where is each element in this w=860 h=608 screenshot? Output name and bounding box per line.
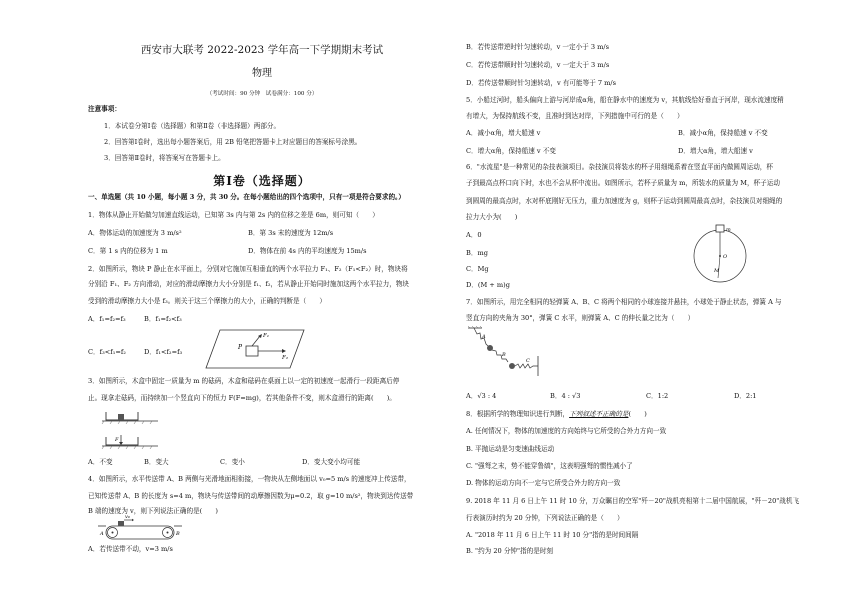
question-5-line: 5．小船过河时，船头偏向上游与河岸成α角，船在静水中的速度为 v，其航线恰好垂直于河岸，现水流速度稍 — [466, 96, 784, 104]
q8-stem-emphasis: 下列叙述不正确的是 — [569, 410, 629, 418]
q4-option-a: A．若传送带不动，v=3 m/s — [88, 545, 173, 553]
q1-option-a: A．物体运动的加速度为 3 m/s² — [88, 229, 182, 237]
q9-option-b: B. "约为 20 分钟"指的是时刻 — [466, 547, 554, 555]
q5-option-b: B．减小α角，保持船速 v 不变 — [678, 129, 768, 137]
q4-fig-label-v0: v₀ — [125, 514, 130, 520]
q6-option-b: B．mg — [466, 249, 488, 257]
q6-fig-label-o: O — [723, 254, 728, 260]
q5-option-c: C．增大α角，保持船速 v 不变 — [466, 147, 556, 155]
note-item: 3．回答第Ⅱ卷时，将答案写在答题卡上。 — [104, 154, 225, 162]
q7-figure — [468, 326, 542, 380]
q3-option-b: B．变大 — [144, 458, 169, 466]
q4-fig-label-a: A — [100, 531, 104, 537]
subject-title: 物理 — [252, 68, 272, 79]
q5-option-d: D．增大α角，增大船速 v — [678, 147, 753, 155]
question-8-stem — [466, 411, 647, 419]
q8-option-a: A. 任何情况下，物体的加速度的方向始终与它所受的合外力方向一致 — [466, 427, 667, 435]
q4-option-d: D．若传送带顺时针匀速转动，v 有可能等于 7 m/s — [466, 79, 617, 87]
question-2-line: 受到的滑动摩擦力大小是 f₃。则关于这三个摩擦力的大小，正确的判断是（ ） — [88, 297, 326, 305]
question-2-line: 分别沿 F₁、F₂ 方向滑动，对应的滑动摩擦力大小分别是 f₁、f₂，若从静止开始同时施加这两个水平拉力，物块 — [88, 280, 410, 288]
q3-figure — [102, 406, 162, 454]
q2-fig-label-p: P — [238, 344, 243, 351]
q6-option-a: A．0 — [466, 231, 482, 239]
q4-fig-label-b: B — [176, 531, 180, 537]
question-5-line: 有增大，为保持航线不变，且准时到达对岸，下列措施中可行的是（ ） — [466, 112, 684, 120]
q3-option-a: A．不变 — [88, 458, 113, 466]
q2-figure — [206, 326, 306, 372]
q3-fig-label-f: F — [115, 437, 119, 443]
q7-option-c: C．1:2 — [646, 392, 669, 400]
note-item: 2．回答第Ⅰ卷时，选出每小题答案后，用 2B 铅笔把答题卡上对应题目的答案标号涂黑。 — [104, 138, 362, 146]
question-3-line: 止。现拿走砝码，而持续加一个竖直向下的恒力 F(F=mg)，若其他条件不变，则木盒滑行的距离( )。 — [88, 394, 396, 402]
q7-option-b: B．4 : √3 — [550, 392, 581, 400]
q3-option-c: C．变小 — [220, 458, 245, 466]
q3-option-d: D．变大变小均可能 — [302, 458, 361, 466]
q2-option-d: D．f₁<f₂=f₃ — [144, 348, 183, 356]
q7-fig-label-a: A — [482, 334, 486, 340]
question-6-line: 6．"水流星"是一种常见的杂技表演项目。杂技演员将装水的杯子用细绳系着在竖直平面内做圆周运动，杯 — [466, 163, 773, 171]
q6-figure — [690, 222, 750, 288]
q4-option-c: C．若传送带顺时针匀速转动，v 一定大于 3 m/s — [466, 61, 610, 69]
notes-heading: 注意事项： — [88, 105, 121, 113]
q9-option-a: A. "2018 年 11 月 6 日上午 11 时 10 分"指的是时间间隔 — [466, 531, 639, 539]
q2-option-a: A．f₁=f₂=f₃ — [88, 315, 126, 323]
question-7-line: 竖直方向的夹角为 30°，弹簧 C 水平，则弹簧 A、C 的伸长量之比为（ ） — [466, 314, 695, 322]
question-4-line: 已知传送带 A、B 的长度为 s=4 m，物块与传送带间的动摩擦因数为μ=0.2，取 g=10 m/s²，物块到达传送带 — [88, 492, 414, 500]
exam-info: （考试时间：90 分钟 试卷满分：100 分） — [206, 91, 318, 97]
q1-option-b: B．第 3s 末的速度为 12m/s — [248, 229, 334, 237]
question-1-stem: 1．物体从静止开始做匀加速直线运动，已知第 3s 内与第 2s 内的位移之差是 6m，则可知（ ） — [88, 211, 379, 219]
exam-title: 西安市大联考 2022-2023 学年高一下学期期末考试 — [140, 44, 384, 56]
question-9-line: 9. 2018 年 11 月 6 日上午 11 时 10 分，万众瞩目的空军"歼－20"战机亮相第十二届中国航展，"歼－20"战机飞 — [466, 497, 800, 505]
question-7-line: 7．如图所示，用完全相同的轻弹簧 A、B、C 将两个相同的小球连接并悬挂，小球处于静止状态，弹簧 A 与 — [466, 298, 782, 306]
q2-option-b: B．f₁=f₂<f₃ — [144, 315, 182, 323]
q8-stem-post: ( ) — [628, 410, 647, 418]
section-instruction: 一、单选题（共 10 小题，每小题 3 分，共 30 分。在每小题给出的四个选项中，只有一项是符合要求的。） — [88, 193, 405, 201]
q8-option-b: B. 平抛运动是匀变速曲线运动 — [466, 445, 555, 453]
q1-option-d: D．物体在前 4s 内的平均速度为 15m/s — [248, 247, 367, 255]
q8-option-d: D. 物体的运动方向不一定与它所受合外力的方向一致 — [466, 479, 621, 487]
section-title: 第Ⅰ卷（选择题） — [213, 174, 311, 188]
question-4-line: 4．如图所示，水平传送带 A、B 两侧与光滑地面相衔接，一物块从左侧地面以 v₀=5 m/s 的速度冲上传送带， — [88, 475, 411, 483]
question-6-line: 子到最高点杯口向下时，水也不会从杯中流出。如图所示，若杯子质量为 m，所装水的质量为 M，杯子运动 — [466, 179, 780, 187]
q7-fig-label-c: C — [526, 358, 530, 364]
q6-option-d: D．(M + m)g — [466, 281, 510, 289]
question-3-line: 3．如图所示，木盒中固定一质量为 m 的砝码，木盒和砝码在桌面上以一定的初速度一起滑行一段距离后停 — [88, 377, 400, 385]
question-9-line: 行表演历时约为 20 分钟，下列说法正确的是（ ） — [466, 514, 624, 522]
q7-option-d: D．2:1 — [734, 392, 757, 400]
question-6-line: 到圆周的最高点时，水对杯底刚好无压力，重力加速度为 g，则杯子运动到圆周最高点时，杂技演员对细绳的 — [466, 197, 783, 205]
q6-fig-label-M: M — [714, 268, 720, 274]
q1-option-c: C．第 1 s 内的位移为 1 m — [88, 247, 168, 255]
question-6-line: 拉力大小为( ) — [466, 213, 518, 221]
q2-option-c: C．f₃<f₁=f₂ — [88, 348, 126, 356]
q8-option-c: C. "强弩之末，势不能穿鲁缟"，这表明强弩的惯性减小了 — [466, 462, 633, 470]
q2-fig-label-f2: F₂ — [282, 355, 289, 361]
q7-fig-label-b: B — [502, 352, 506, 358]
q4-figure — [98, 516, 182, 546]
q8-stem-pre: 8．根据所学的物理知识进行判断， — [466, 410, 570, 418]
q4-option-b: B．若传送带逆时针匀速转动，v 一定小于 3 m/s — [466, 43, 610, 51]
q7-option-a: A．√3 : 4 — [466, 392, 497, 400]
question-4-line: B 端的速度为 v，则下列说法正确的是( ) — [88, 507, 219, 515]
q5-option-a: A．减小α角，增大船速 v — [466, 129, 541, 137]
question-2-line: 2．如图所示，物块 P 静止在水平面上，分别对它施加互相垂直的两个水平拉力 F₁、F₂（F₁<F₂）时，物块将 — [88, 265, 408, 273]
note-item: 1．本试卷分第Ⅰ卷（选择题）和第Ⅱ卷（非选择题）两部分。 — [104, 122, 281, 130]
q6-fig-label-m: m — [726, 227, 731, 233]
q6-option-c: C．Mg — [466, 265, 489, 273]
q2-fig-label-f1: F₁ — [263, 333, 270, 339]
